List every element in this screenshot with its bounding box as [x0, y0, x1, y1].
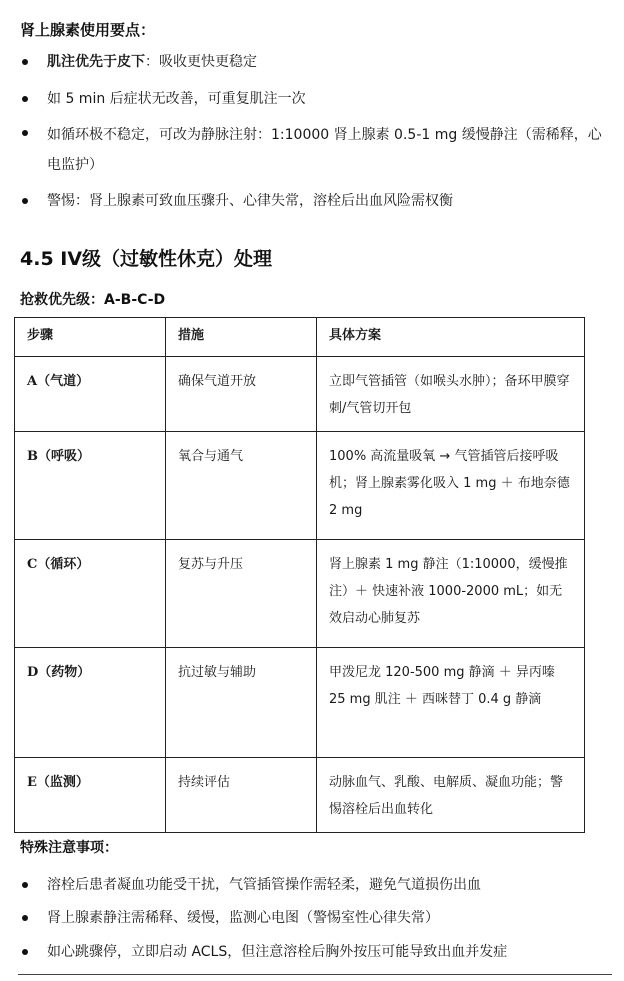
section-title: 4.5 IV级（过敏性休克）处理 [20, 248, 273, 270]
epinephrine-heading: 肾上腺素使用要点： [20, 21, 156, 39]
list-item: 如心跳骤停，立即启动 ACLS，但注意溶栓后胸外按压可能导致出血并发症 [47, 944, 508, 960]
measure-cell: 复苏与升压 [166, 540, 317, 648]
plan-cell: 立即气管插管（如喉头水肿）；备环甲膜穿刺/气管切开包 [317, 357, 585, 432]
step-cell: E（监测） [15, 758, 166, 833]
plan-cell: 甲泼尼龙 120-500 mg 静滴 ＋ 异丙嗪 25 mg 肌注 ＋ 西咪替丁 0.4 g 静滴 [317, 648, 585, 758]
step-cell: D（药物） [15, 648, 166, 758]
bullet-text: 如 5 min 后症状无改善，可重复肌注一次 [47, 91, 306, 107]
column-header: 具体方案 [317, 318, 585, 357]
table-row [15, 540, 585, 648]
table-row [15, 357, 585, 432]
bullet-dot [22, 198, 28, 204]
table-row [15, 432, 585, 540]
table-header-row [15, 318, 585, 357]
bullet-dot [22, 96, 28, 102]
priority-label: 抢救优先级：A-B-C-D [20, 292, 166, 308]
bullet-dot [22, 915, 28, 921]
list-item: 肾上腺素静注需稀释、缓慢，监测心电图（警惕室性心律失常） [47, 910, 439, 926]
bullet-text: 如循环极不稳定，可改为静脉注射：1:10000 肾上腺素 0.5-1 mg 缓慢静注（需稀释，心电监护） [47, 127, 602, 173]
table-row [15, 648, 585, 758]
list-item [47, 88, 607, 110]
measure-cell: 抗过敏与辅助 [166, 648, 317, 758]
list-item [47, 120, 607, 180]
bullet-text: 警惕：肾上腺素可致血压骤升、心律失常，溶栓后出血风险需权衡 [47, 193, 453, 209]
bullet-lead: 肌注优先于皮下 [47, 54, 145, 70]
table-row [15, 758, 585, 833]
step-cell: B（呼吸） [15, 432, 166, 540]
bullet-dot [22, 949, 28, 955]
bullet-text: ：吸收更快更稳定 [145, 54, 257, 70]
treatment-table [14, 317, 585, 833]
measure-cell: 氧合与通气 [166, 432, 317, 540]
measure-cell: 确保气道开放 [166, 357, 317, 432]
step-cell: A（气道） [15, 357, 166, 432]
list-item [47, 51, 607, 73]
bullet-dot [22, 882, 28, 888]
plan-cell: 100% 高流量吸氧 → 气管插管后接呼吸机；肾上腺素雾化吸入 1 mg ＋ 布地奈德 2 mg [317, 432, 585, 540]
column-header: 步骤 [15, 318, 166, 357]
bullet-dot [22, 59, 28, 65]
plan-cell: 动脉血气、乳酸、电解质、凝血功能；警惕溶栓后出血转化 [317, 758, 585, 833]
list-item: 溶栓后患者凝血功能受干扰，气管插管操作需轻柔，避免气道损伤出血 [47, 877, 481, 893]
special-notes-heading: 特殊注意事项： [20, 840, 118, 856]
step-cell: C（循环） [15, 540, 166, 648]
plan-cell: 肾上腺素 1 mg 静注（1:10000，缓慢推注）＋ 快速补液 1000-2000 mL；如无效启动心肺复苏 [317, 540, 585, 648]
bullet-dot [22, 130, 28, 136]
list-item [47, 190, 607, 212]
column-header: 措施 [166, 318, 317, 357]
bottom-divider [18, 974, 612, 975]
measure-cell: 持续评估 [166, 758, 317, 833]
